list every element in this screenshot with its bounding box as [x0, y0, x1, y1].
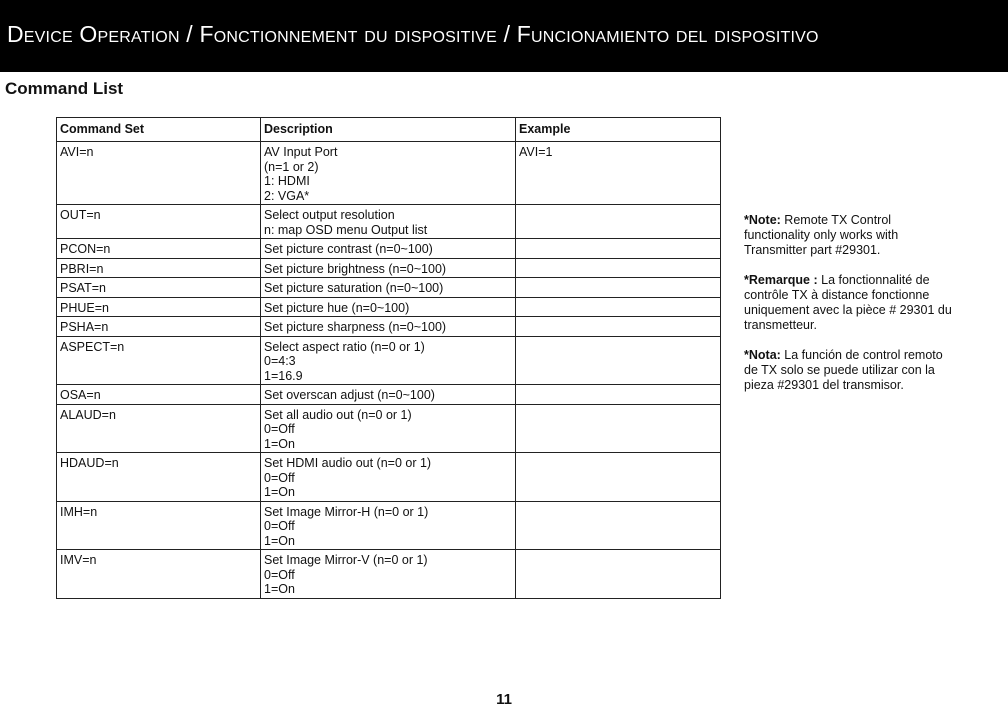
- table-row: [57, 205, 721, 239]
- description-line: 0=Off: [264, 567, 295, 582]
- command-cell: PSHA=n: [57, 317, 261, 337]
- table-row: [57, 258, 721, 278]
- example-cell: [516, 297, 721, 317]
- description-line: Set picture brightness (n=0~100): [264, 261, 447, 276]
- description-line: 1=On: [264, 582, 295, 596]
- description-line: Set Image Mirror-H (n=0 or 1): [264, 504, 429, 519]
- description-cell: [261, 404, 516, 453]
- note-spanish: [744, 348, 954, 393]
- example-cell: AVI=1: [516, 142, 721, 205]
- description-line: 1: HDMI: [264, 174, 310, 188]
- note-text: Remote TX Control functionality only works with Transmitter part #29301.: [744, 213, 899, 257]
- description-cell: [261, 453, 516, 502]
- description-line: Select output resolution: [264, 208, 395, 222]
- description-cell: [261, 501, 516, 550]
- command-cell: HDAUD=n: [57, 453, 261, 502]
- header-bar: [0, 0, 1008, 72]
- note-text: La función de control remoto de TX solo se puede utilizar con la pieza #29301 del transmisor.: [744, 348, 943, 392]
- description-line: 1=On: [264, 436, 295, 451]
- command-cell: ASPECT=n: [57, 336, 261, 385]
- command-table: [56, 117, 721, 599]
- description-line: Set Image Mirror-V (n=0 or 1): [264, 553, 428, 567]
- example-cell: [516, 258, 721, 278]
- description-line: Set HDMI audio out (n=0 or 1): [264, 456, 432, 470]
- column-header-example: Example: [516, 118, 721, 142]
- command-cell: IMH=n: [57, 501, 261, 550]
- description-line: n: map OSD menu Output list: [264, 222, 428, 237]
- description-line: 2: VGA*: [264, 188, 310, 203]
- table-row: [57, 317, 721, 337]
- example-cell: [516, 317, 721, 337]
- description-line: Set picture sharpness (n=0~100): [264, 320, 447, 334]
- example-cell: [516, 404, 721, 453]
- description-line: 0=Off: [264, 470, 295, 485]
- description-cell: [261, 142, 516, 205]
- table-row: [57, 297, 721, 317]
- example-cell: [516, 385, 721, 405]
- table-row: [57, 385, 721, 405]
- description-cell: [261, 297, 516, 317]
- description-line: 0=Off: [264, 422, 295, 436]
- description-cell: [261, 258, 516, 278]
- command-cell: PBRI=n: [57, 258, 261, 278]
- description-line: Set overscan adjust (n=0~100): [264, 388, 435, 402]
- command-cell: OSA=n: [57, 385, 261, 405]
- description-line: 0=Off: [264, 519, 295, 533]
- note-label: *Nota:: [744, 348, 781, 362]
- section-title: Command List: [5, 79, 124, 98]
- example-cell: [516, 501, 721, 550]
- table-row: [57, 239, 721, 259]
- description-cell: [261, 336, 516, 385]
- command-cell: PSAT=n: [57, 278, 261, 298]
- example-cell: [516, 550, 721, 599]
- description-cell: [261, 205, 516, 239]
- table-row: [57, 336, 721, 385]
- example-cell: [516, 453, 721, 502]
- table-row: [57, 278, 721, 298]
- description-line: AV Input Port: [264, 145, 338, 159]
- description-line: Set all audio out (n=0 or 1): [264, 407, 412, 422]
- table-row: [57, 550, 721, 599]
- column-header-command: Command Set: [57, 118, 261, 142]
- description-cell: [261, 385, 516, 405]
- command-cell: OUT=n: [57, 205, 261, 239]
- description-line: Select aspect ratio (n=0 or 1): [264, 339, 425, 354]
- notes-panel: [744, 213, 954, 408]
- example-cell: [516, 278, 721, 298]
- description-line: Set picture saturation (n=0~100): [264, 281, 444, 295]
- table-row: [57, 453, 721, 502]
- table-header-row: [57, 118, 721, 142]
- example-cell: [516, 336, 721, 385]
- description-cell: [261, 550, 516, 599]
- description-line: Set picture contrast (n=0~100): [264, 242, 433, 256]
- note-english: [744, 213, 954, 258]
- command-cell: PHUE=n: [57, 297, 261, 317]
- description-cell: [261, 239, 516, 259]
- command-cell: PCON=n: [57, 239, 261, 259]
- description-line: (n=1 or 2): [264, 159, 319, 174]
- command-cell: ALAUD=n: [57, 404, 261, 453]
- description-line: 1=On: [264, 533, 295, 548]
- description-cell: [261, 317, 516, 337]
- table-row: [57, 142, 721, 205]
- page-number: 11: [496, 691, 512, 708]
- description-line: 1=16.9: [264, 368, 303, 383]
- description-line: 1=On: [264, 485, 295, 499]
- table-row: [57, 501, 721, 550]
- command-cell: AVI=n: [57, 142, 261, 205]
- page-header-title: Device Operation / Fonctionnement du dispositive / Funcionamiento del dispositivo: [7, 21, 819, 47]
- description-line: 0=4:3: [264, 354, 296, 368]
- command-cell: IMV=n: [57, 550, 261, 599]
- note-label: *Note:: [744, 213, 781, 227]
- note-label: *Remarque :: [744, 273, 818, 287]
- example-cell: [516, 239, 721, 259]
- example-cell: [516, 205, 721, 239]
- column-header-description: Description: [261, 118, 516, 142]
- note-french: [744, 273, 954, 333]
- table-row: [57, 404, 721, 453]
- description-cell: [261, 278, 516, 298]
- description-line: Set picture hue (n=0~100): [264, 300, 410, 315]
- note-text: La fonctionnalité de contrôle TX à distance fonctionne uniquement avec la pièce # 29301 du transmetteur.: [744, 273, 952, 332]
